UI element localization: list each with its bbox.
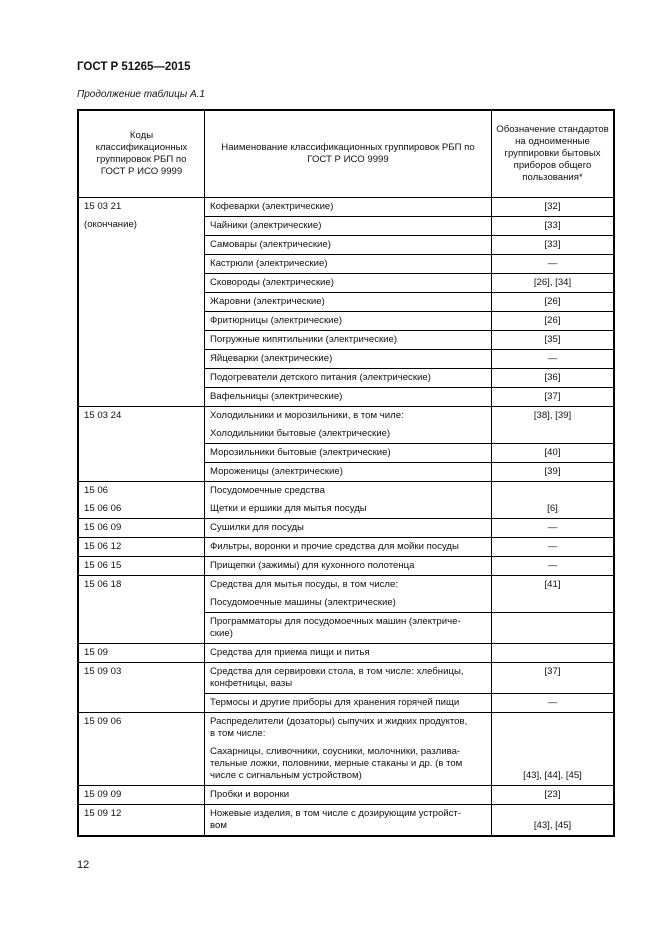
table-row — [78, 805, 614, 837]
name-paragraph — [210, 503, 486, 515]
column-header-codes: Коды классификационных группировок РБП по ГОСТ Р ИСО 9999 — [78, 110, 205, 198]
name-paragraph — [210, 447, 486, 459]
table-row — [78, 538, 614, 557]
name-paragraph — [210, 353, 486, 365]
code-cell — [78, 713, 205, 786]
name-cell — [205, 713, 492, 786]
name-paragraph — [210, 647, 486, 659]
name-line: Морозильники бытовые (электрические) — [210, 447, 391, 458]
standard-reference-cell: [38], [39] — [492, 407, 615, 444]
name-cell — [205, 613, 492, 644]
name-line: Прищепки (зажимы) для кухонного полотенца — [210, 560, 415, 571]
standard-reference-cell: [39] — [492, 463, 615, 482]
name-line: ские) — [210, 628, 233, 639]
name-paragraph — [210, 466, 486, 478]
name-line: Средства для мытья посуды, в том числе: — [210, 579, 398, 590]
table-row — [78, 786, 614, 805]
name-paragraph — [210, 597, 486, 609]
table-body — [78, 198, 614, 837]
name-cell — [205, 331, 492, 350]
name-line: Мороженицы (электрические) — [210, 466, 343, 477]
document-title: ГОСТ Р 51265—2015 — [77, 61, 191, 73]
standard-reference-cell: [26] — [492, 293, 615, 312]
code-line: 15 09 06 — [84, 716, 122, 727]
name-paragraph — [210, 716, 486, 740]
standard-reference-cell — [492, 613, 615, 644]
table-row — [78, 407, 614, 444]
code-cell — [78, 538, 205, 557]
code-line: 15 03 24 — [84, 410, 122, 421]
name-paragraph — [210, 541, 486, 553]
code-line: (окончание) — [84, 219, 137, 230]
name-line: Сахарницы, сливочники, соусники, молочники, разлива- — [210, 746, 461, 757]
table-row — [78, 519, 614, 538]
code-line: 15 03 21 — [84, 201, 122, 212]
name-cell — [205, 805, 492, 837]
name-line: Сушилки для посуды — [210, 522, 304, 533]
name-line: Яйцеварки (электрические) — [210, 353, 333, 364]
standard-reference-cell: [41] — [492, 576, 615, 613]
name-cell — [205, 557, 492, 576]
name-paragraph — [210, 666, 486, 690]
name-line: Чайники (электрические) — [210, 220, 322, 231]
standard-reference-cell: [43], [44], [45] — [492, 713, 615, 786]
name-cell — [205, 217, 492, 236]
standard-reference-cell: [37] — [492, 663, 615, 694]
table-row — [78, 663, 614, 694]
table-row — [78, 713, 614, 786]
code-cell — [78, 407, 205, 482]
name-line: Холодильники и морозильники, в том чиле: — [210, 410, 404, 421]
standard-reference-cell: [32] — [492, 198, 615, 217]
name-line: Средства для приема пищи и питья — [210, 647, 370, 658]
name-cell — [205, 350, 492, 369]
name-paragraph — [210, 315, 486, 327]
name-paragraph — [210, 277, 486, 289]
name-line: Кастрюли (электрические) — [210, 258, 328, 269]
name-line: Погружные кипятильники (электрические) — [210, 334, 398, 345]
standard-reference-cell: — — [492, 557, 615, 576]
name-line: Средства для сервировки стола, в том числе: хлебницы, — [210, 666, 464, 677]
name-paragraph — [210, 485, 486, 497]
name-cell — [205, 786, 492, 805]
table-continuation-caption: Продолжение таблицы А.1 — [77, 89, 205, 100]
name-line: Сковороды (электрические) — [210, 277, 334, 288]
code-cell — [78, 198, 205, 407]
name-cell — [205, 369, 492, 388]
standard-reference-cell: — — [492, 255, 615, 274]
table-row — [78, 198, 614, 217]
name-line: Термосы и другие приборы для хранения горячей пищи — [210, 697, 460, 708]
standard-reference-cell: [43], [45] — [492, 805, 615, 837]
code-cell — [78, 644, 205, 663]
name-cell — [205, 663, 492, 694]
name-cell — [205, 576, 492, 613]
name-paragraph — [210, 560, 486, 572]
name-paragraph — [210, 239, 486, 251]
name-paragraph — [210, 522, 486, 534]
name-line: тельные ложки, половники, мерные стаканы и др. (в том — [210, 758, 463, 769]
name-cell — [205, 482, 492, 519]
code-line: 15 09 — [84, 647, 109, 658]
standard-reference-cell: — — [492, 694, 615, 713]
table-header-row — [78, 110, 614, 198]
code-line: 15 09 12 — [84, 808, 122, 819]
name-paragraph — [210, 746, 486, 782]
standard-reference-cell: [6] — [492, 482, 615, 519]
name-cell — [205, 274, 492, 293]
standard-reference-cell: [37] — [492, 388, 615, 407]
code-cell — [78, 786, 205, 805]
name-line: Посудомоечные средства — [210, 485, 325, 496]
name-line: Щетки и ершики для мытья посуды — [210, 503, 367, 514]
name-line: Ножевые изделия, в том числе с дозирующим устройст- — [210, 808, 462, 819]
table-row — [78, 644, 614, 663]
name-line: вом — [210, 820, 227, 831]
name-cell — [205, 407, 492, 444]
standard-reference-cell: — — [492, 519, 615, 538]
code-line: 15 06 09 — [84, 522, 122, 533]
table-row — [78, 482, 614, 519]
name-paragraph — [210, 201, 486, 213]
name-paragraph — [210, 296, 486, 308]
name-cell — [205, 694, 492, 713]
page-number: 12 — [77, 859, 90, 871]
name-line: Кофеварки (электрические) — [210, 201, 334, 212]
name-paragraph — [210, 428, 486, 440]
name-line: Пробки и воронки — [210, 789, 290, 800]
standard-reference-cell: [40] — [492, 444, 615, 463]
standard-reference-cell: [26], [34] — [492, 274, 615, 293]
name-paragraph — [210, 372, 486, 384]
name-paragraph — [210, 789, 486, 801]
code-cell — [78, 663, 205, 713]
name-line: в том числе: — [210, 728, 266, 739]
code-cell — [78, 557, 205, 576]
name-cell — [205, 444, 492, 463]
name-paragraph — [210, 334, 486, 346]
name-line: Холодильники бытовые (электрические) — [210, 428, 391, 439]
name-paragraph — [210, 616, 486, 640]
name-line: Подогреватели детского питания (электрические) — [210, 372, 431, 383]
code-line: 15 09 09 — [84, 789, 122, 800]
standard-reference-cell: [23] — [492, 786, 615, 805]
code-cell — [78, 805, 205, 837]
name-paragraph — [210, 808, 486, 832]
name-cell — [205, 293, 492, 312]
name-line: Фильтры, воронки и прочие средства для мойки посуды — [210, 541, 459, 552]
code-line: 15 06 12 — [84, 541, 122, 552]
name-paragraph — [210, 579, 486, 591]
name-line: Посудомоечные машины (электрические) — [210, 597, 396, 608]
standard-reference-cell: [33] — [492, 236, 615, 255]
code-cell — [78, 576, 205, 644]
name-cell — [205, 198, 492, 217]
name-cell — [205, 538, 492, 557]
standard-reference-cell: [33] — [492, 217, 615, 236]
column-header-standards: Обозначение стандартов на одноименные группировки бытовых приборов общего пользования* — [492, 110, 615, 198]
name-cell — [205, 463, 492, 482]
standard-reference-cell: — — [492, 538, 615, 557]
standard-reference-cell: [26] — [492, 312, 615, 331]
name-line: Вафельницы (электрические) — [210, 391, 343, 402]
name-line: Жаровни (электрические) — [210, 296, 325, 307]
standard-reference-cell: — — [492, 350, 615, 369]
standard-reference-cell: [35] — [492, 331, 615, 350]
name-cell — [205, 388, 492, 407]
classification-table — [77, 109, 615, 837]
name-paragraph — [210, 410, 486, 422]
code-line: 15 06 15 — [84, 560, 122, 571]
code-line: 15 09 03 — [84, 666, 122, 677]
column-header-names: Наименование классификационных группировок РБП по ГОСТ Р ИСО 9999 — [205, 110, 492, 198]
name-cell — [205, 255, 492, 274]
name-paragraph — [210, 697, 486, 709]
name-line: конфетницы, вазы — [210, 678, 293, 689]
name-line: числе с сигнальным устройством) — [210, 770, 362, 781]
name-line: Распределители (дозаторы) сыпучих и жидких продуктов, — [210, 716, 468, 727]
code-cell — [78, 519, 205, 538]
code-line: 15 06 18 — [84, 579, 122, 590]
standard-reference-cell — [492, 644, 615, 663]
table-row — [78, 576, 614, 613]
name-line: Фритюрницы (электрические) — [210, 315, 343, 326]
table-row — [78, 557, 614, 576]
name-cell — [205, 236, 492, 255]
name-paragraph — [210, 258, 486, 270]
name-cell — [205, 312, 492, 331]
code-line: 15 06 06 — [84, 503, 122, 514]
code-cell — [78, 482, 205, 519]
name-cell — [205, 519, 492, 538]
name-line: Самовары (электрические) — [210, 239, 331, 250]
standard-reference-cell: [36] — [492, 369, 615, 388]
name-paragraph — [210, 220, 486, 232]
name-line: Программаторы для посудомоечных машин (электриче- — [210, 616, 461, 627]
code-line: 15 06 — [84, 485, 109, 496]
name-cell — [205, 644, 492, 663]
name-paragraph — [210, 391, 486, 403]
